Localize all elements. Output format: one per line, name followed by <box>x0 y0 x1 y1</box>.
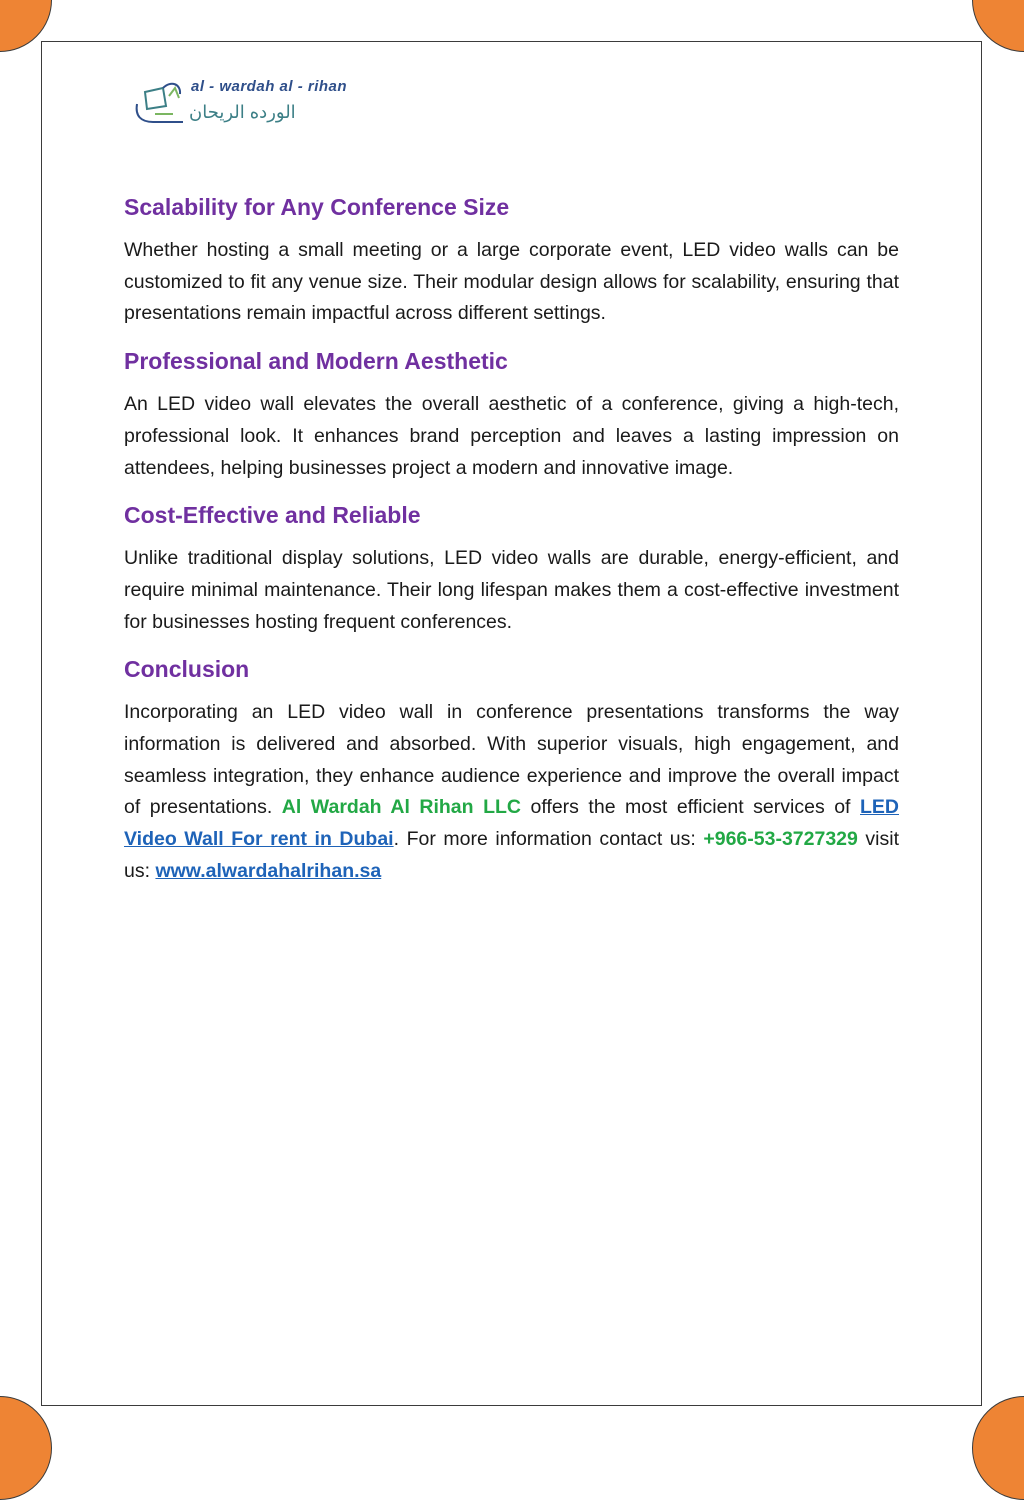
section-body-cost: Unlike traditional display solutions, LED video walls are durable, energy-efficient, and require minimal maintenance. Their long lifespan makes them a cost-effective investment for businesses hosting frequent conferences. <box>124 547 899 633</box>
corner-decoration-bottom-right <box>972 1396 1024 1500</box>
document-body <box>124 190 899 902</box>
section-body-scalability: Whether hosting a small meeting or a large corporate event, LED video walls can be customized to fit any venue size. Their modular design allows for scalability, ensuring that presentations remain impactful across different settings. <box>124 239 899 325</box>
conclusion-text: Incorporating an LED video wall in conference presentations transforms the way information is delivered and absorbed. With superior visuals, high engagement, and seamless integration, they enhance audience experience and improve the overall impact of presentations. <box>124 701 899 819</box>
section-body-conclusion <box>124 697 899 887</box>
section-heading-cost: Cost-Effective and Reliable <box>124 502 421 529</box>
conclusion-text: visit us: <box>124 828 900 882</box>
section-heading-aesthetic: Professional and Modern Aesthetic <box>124 348 508 375</box>
section-heading-scalability: Scalability for Any Conference Size <box>124 194 510 220</box>
phone-number: +966-53-3727329 <box>703 828 858 851</box>
conclusion-text: . For more information contact us: <box>393 828 704 851</box>
conclusion-text: offers the most efficient services of <box>520 796 860 819</box>
section-heading-conclusion: Conclusion <box>124 656 250 683</box>
website-link[interactable]: www.alwardahalrihan.sa <box>155 859 382 882</box>
company-name: Al Wardah Al Rihan LLC <box>281 796 521 819</box>
service-link[interactable]: LED Video Wall For rent in Dubai <box>124 796 899 851</box>
logo-icon <box>133 78 187 128</box>
company-logo <box>133 78 373 134</box>
logo-text-arabic: الورده الريحان <box>189 102 296 122</box>
logo-text-english: al - wardah al - rihan <box>191 78 348 95</box>
corner-decoration-bottom-left <box>0 1396 52 1500</box>
section-body-aesthetic: An LED video wall elevates the overall aesthetic of a conference, giving a high-tech, professional look. It enhances brand perception and leaves a lasting impression on attendees, helping businesses project a modern and innovative image. <box>124 393 899 479</box>
